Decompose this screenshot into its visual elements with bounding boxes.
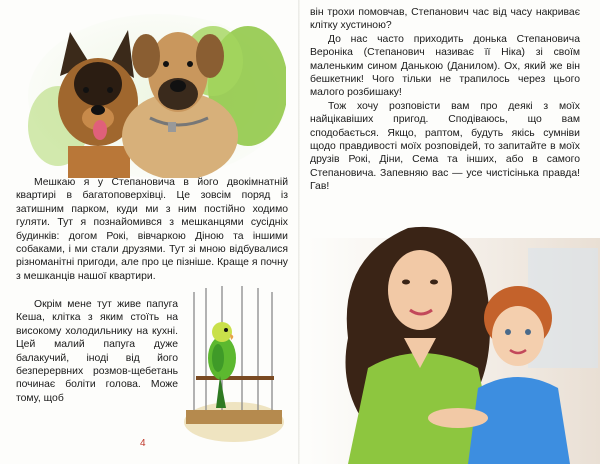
- paragraph: він трохи помовчав, Степанович час від часу накриває клітку хустиною?: [310, 7, 580, 32]
- mother-and-son-illustration: [308, 218, 600, 464]
- paragraph: До нас часто приходить донька Степановича Вероніка (Степанович називає її Ніка) зі своїм маленьким сином Данькою (Данилом). Ох, який же він бешкетник! Чого тільки не трапилось через цього малого розбишаку!: [310, 33, 580, 99]
- paragraph: Тож хочу розповісти вам про деякі з моїх найцікавіших пригод. Сподіваюсь, що вам сподобається. Якщо, раптом, будуть якісь сумніви щодо правдивості моїх розповідей, то запитайте в моїх друзів Рокі, Діни, Сема та інших, або в самого Степановича. Запевняю вас — усе чистісінька правда! Гав!: [310, 100, 580, 193]
- right-page-text: [310, 6, 580, 194]
- great-dane-dog: [122, 32, 238, 178]
- parrot: [208, 322, 236, 408]
- paragraph: Окрім мене тут живе папуга Кеша, клітка з яким стоїть на високому холодильнику на кухні. Цей малий папуга дуже балакучий, іноді від його безперервних розмов-щебетань починає боліти голова. Може тому, щоб: [16, 299, 178, 404]
- left-page-text: [16, 176, 288, 283]
- dogs-illustration: [18, 6, 286, 178]
- page-number: 4: [140, 438, 146, 449]
- paragraph: Мешкаю я у Степановича в його двокімнатній квартирі в багатоповерхівці. Це зовсім поряд із затишним парком, куди ми з ним постійно ходимо гуляти. Тут я познайомився з мешканцями сусідніх будинків: догом Рокі, вівчаркою Діною та іншими собаками, і ми стали друзями. Тут зі мною відбувалися різноманітні пригоди, але про це пізніше. Краще я почну з мешканців нашої квартири.: [16, 177, 288, 282]
- right-page: [300, 0, 600, 464]
- left-page-text-bottom: [16, 298, 178, 405]
- parrot-cage-illustration: [182, 284, 286, 444]
